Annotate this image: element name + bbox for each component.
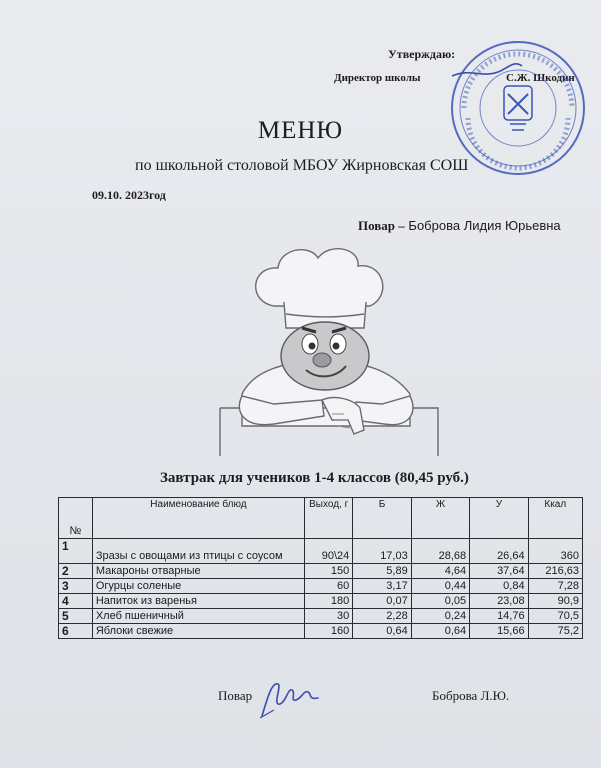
dish-carbs: 23,08	[470, 594, 528, 609]
row-number: 4	[59, 594, 93, 609]
school-stamp	[448, 38, 588, 178]
dish-protein: 2,28	[353, 609, 411, 624]
chef-illustration	[214, 244, 444, 456]
dish-fat: 0,24	[411, 609, 469, 624]
director-name: С.Ж. Шкодин	[506, 72, 575, 84]
dish-portion: 90\24	[305, 539, 353, 564]
dish-carbs: 14,76	[470, 609, 528, 624]
dish-fat: 0,44	[411, 579, 469, 594]
footer-cook-label: Повар	[218, 688, 253, 703]
cook-signature	[258, 676, 324, 720]
dish-name: Огурцы соленые	[92, 579, 304, 594]
dish-portion: 60	[305, 579, 353, 594]
dish-protein: 0,07	[353, 594, 411, 609]
row-number: 5	[59, 609, 93, 624]
page-subtitle: по школьной столовой МБОУ Жирновская СОШ	[135, 157, 469, 174]
dish-kcal: 70,5	[528, 609, 582, 624]
dish-name: Напиток из варенья	[92, 594, 304, 609]
row-number: 6	[59, 624, 93, 639]
dish-name: Хлеб пшеничный	[92, 609, 304, 624]
menu-date: 09.10. 2023год	[92, 188, 166, 202]
col-protein: Б	[353, 498, 411, 539]
dish-carbs: 15,66	[470, 624, 528, 639]
col-number: №	[59, 498, 93, 539]
dish-kcal: 360	[528, 539, 582, 564]
row-number: 3	[59, 579, 93, 594]
dish-portion: 30	[305, 609, 353, 624]
dish-carbs: 26,64	[470, 539, 528, 564]
row-number: 1	[59, 539, 93, 564]
cook-line	[358, 218, 561, 234]
dish-fat: 0,64	[411, 624, 469, 639]
col-portion: Выход, г	[305, 498, 353, 539]
table-row	[59, 564, 583, 579]
dish-kcal: 90,9	[528, 594, 582, 609]
col-dish-name: Наименование блюд	[92, 498, 304, 539]
table-row	[59, 539, 583, 564]
dish-fat: 28,68	[411, 539, 469, 564]
cook-name: Боброва Лидия Юрьевна	[408, 218, 561, 233]
dish-protein: 3,17	[353, 579, 411, 594]
dish-fat: 0,05	[411, 594, 469, 609]
director-label: Директор школы	[334, 72, 421, 84]
dish-carbs: 0,84	[470, 579, 528, 594]
approve-label: Утверждаю:	[388, 47, 456, 61]
dish-protein: 17,03	[353, 539, 411, 564]
table-row	[59, 594, 583, 609]
dish-fat: 4,64	[411, 564, 469, 579]
dish-portion: 150	[305, 564, 353, 579]
dish-kcal: 7,28	[528, 579, 582, 594]
dish-kcal: 75,2	[528, 624, 582, 639]
dish-carbs: 37,64	[470, 564, 528, 579]
col-fat: Ж	[411, 498, 469, 539]
dish-protein: 5,89	[353, 564, 411, 579]
table-row	[59, 624, 583, 639]
footer-cook-name: Боброва Л.Ю.	[432, 688, 510, 703]
row-number: 2	[59, 564, 93, 579]
dish-protein: 0,64	[353, 624, 411, 639]
cook-label: Повар –	[358, 218, 405, 233]
table-row	[59, 579, 583, 594]
col-kcal: Ккал	[528, 498, 582, 539]
table-row	[59, 609, 583, 624]
meal-title: Завтрак для учеников 1-4 классов (80,45 руб.)	[160, 470, 469, 486]
dish-portion: 160	[305, 624, 353, 639]
dish-name: Макароны отварные	[92, 564, 304, 579]
dish-name: Яблоки свежие	[92, 624, 304, 639]
table-header-row	[59, 498, 583, 539]
col-carbs: У	[470, 498, 528, 539]
dish-kcal: 216,63	[528, 564, 582, 579]
dish-name: Зразы с овощами из птицы с соусом	[92, 539, 304, 564]
menu-table	[58, 497, 583, 639]
dish-portion: 180	[305, 594, 353, 609]
page-title: МЕНЮ	[257, 117, 344, 144]
